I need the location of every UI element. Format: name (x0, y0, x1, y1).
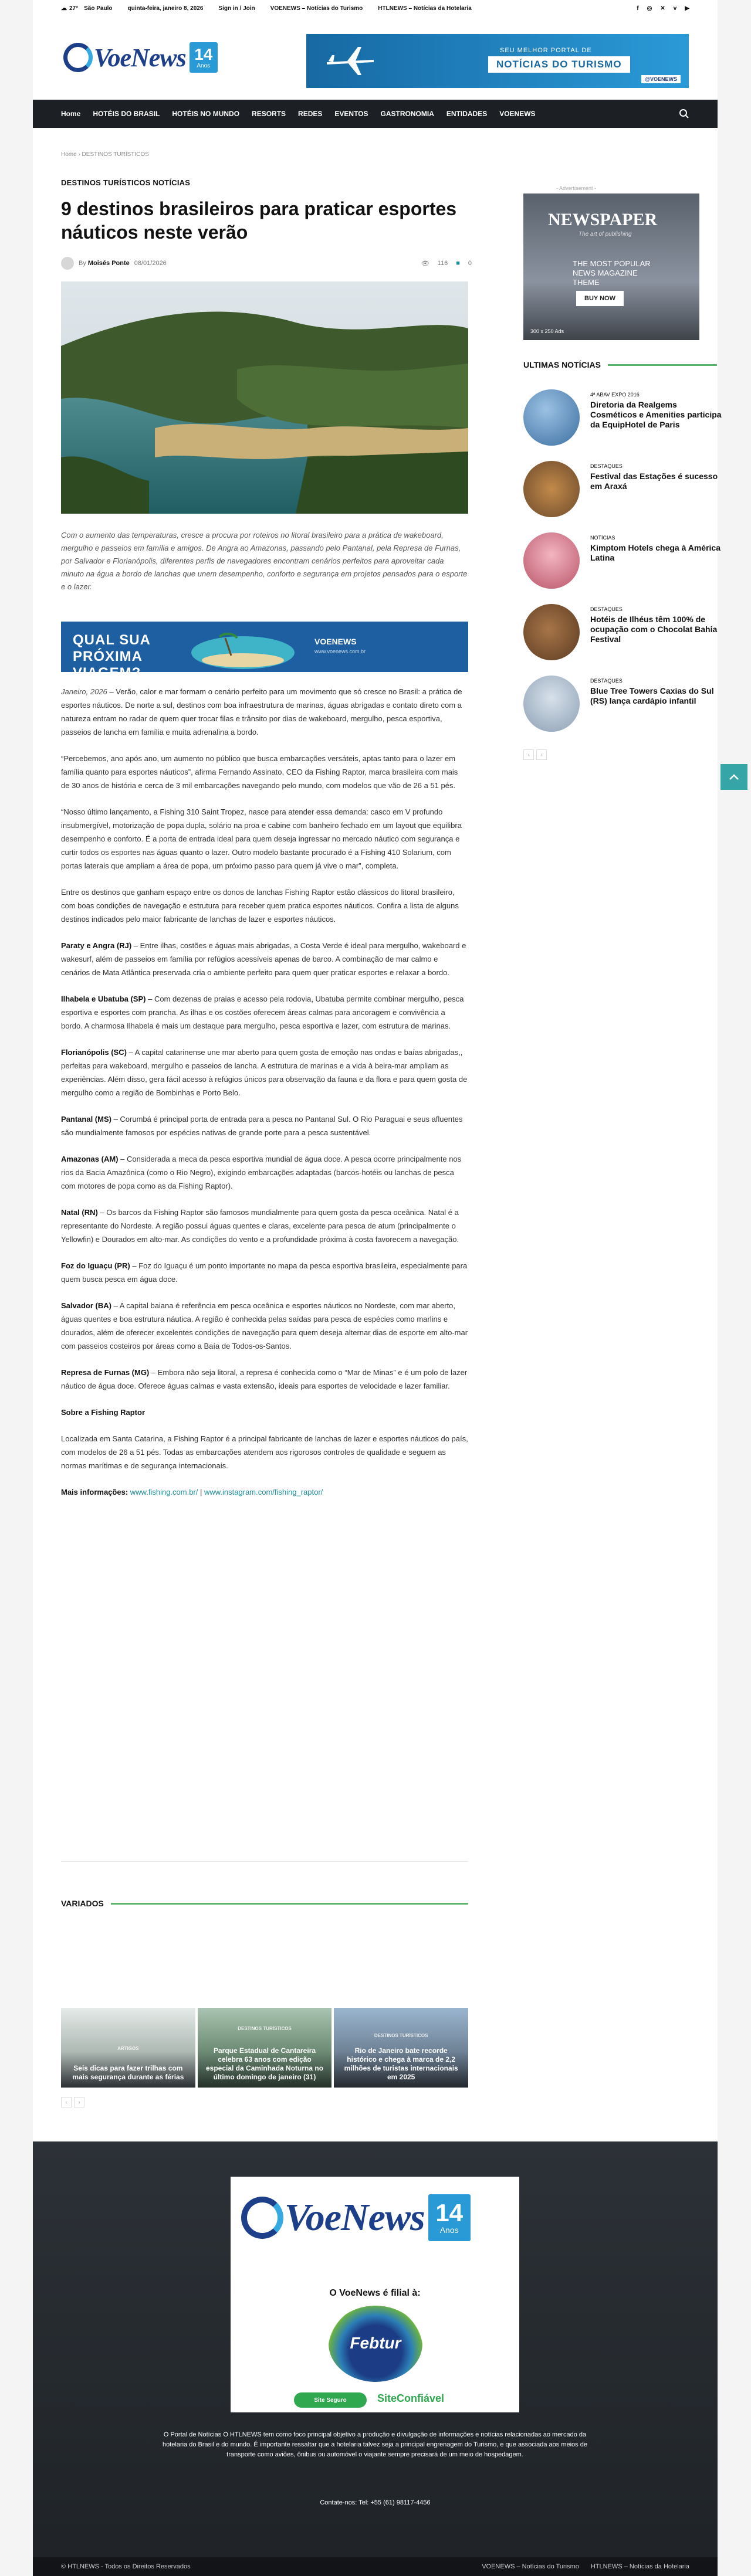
latest-news-list (523, 389, 723, 747)
back-to-top-button[interactable] (720, 764, 747, 790)
ad-size: 300 x 250 Ads (530, 328, 564, 334)
divider (61, 1861, 468, 1862)
destination-name: Ilhabela e Ubatuba (SP) (61, 995, 146, 1003)
current-date: quinta-feira, janeiro 8, 2026 (127, 5, 204, 12)
destination-text: – Corumbá é principal porta de entrada para a pesca no Pantanal Sul. O Rio Paraguai e seus afluentes são mundialmente famosos por espécies nativas de grande porte para a pesca sustentável. (61, 1115, 463, 1137)
nav-hoteis-mundo[interactable]: HOTÉIS NO MUNDO (172, 110, 240, 118)
ad-question: QUAL SUA PRÓXIMA VIAGEM? (73, 632, 151, 681)
destination-item (61, 992, 468, 1033)
temperature: 27° (69, 5, 79, 12)
febtur-logo[interactable] (329, 2306, 422, 2382)
variados-header (61, 1898, 468, 1909)
footer-bar (33, 2557, 718, 2576)
news-category[interactable]: 4ª ABAV EXPO 2016 (590, 392, 640, 398)
copyright: © HTLNEWS - Todos os Direitos Reservados (61, 2563, 191, 2570)
cloud-icon: ☁ (61, 5, 67, 12)
facebook-icon[interactable]: f (637, 5, 639, 12)
destination-name: Pantanal (MS) (61, 1115, 111, 1124)
publish-date: 08/01/2026 (134, 260, 167, 267)
nav-entidades[interactable]: ENTIDADES (446, 110, 488, 118)
logo-mark (241, 2197, 283, 2239)
prev-button[interactable]: ‹ (523, 749, 534, 760)
article-stats (421, 260, 472, 267)
eye-icon: 👁 (421, 260, 429, 267)
destination-item (61, 939, 468, 979)
footer-link-voenews[interactable]: VOENEWS – Notícias do Turismo (482, 2563, 579, 2570)
next-button[interactable]: › (536, 749, 547, 760)
banner-line2: NOTÍCIAS DO TURISMO (488, 56, 630, 73)
card-category[interactable]: DESTINOS TURÍSTICOS (374, 2033, 428, 2038)
card-category[interactable]: ARTIGOS (117, 2046, 139, 2051)
nav-gastronomia[interactable]: GASTRONOMIA (380, 110, 434, 118)
destination-item (61, 1112, 468, 1139)
ad-title: NEWSPAPER (548, 210, 658, 229)
airplane-icon (324, 45, 377, 77)
destination-item (61, 1366, 468, 1393)
ad-subtitle: The art of publishing (579, 231, 632, 237)
news-category[interactable]: DESTAQUES (590, 606, 623, 612)
logo-badge-label: Anos (197, 62, 211, 69)
destination-item (61, 1206, 468, 1246)
card-title[interactable]: Seis dicas para fazer trilhas com mais segurança durante as férias (72, 2064, 184, 2081)
news-category[interactable]: NOTÍCIAS (590, 535, 615, 541)
destination-text: – Considerada a meca da pesca esportiva mundial de água doce. A pesca ocorre principalmente nos rios da Bacia Amazônica (como o Rio Negro), exigindo embarcações adaptadas (barcos-hotéis ou lanchas de pesca com motores de popa como as da Fishing Raptor). (61, 1155, 462, 1190)
logo-mark (63, 43, 93, 72)
nav-home[interactable]: Home (61, 110, 81, 118)
breadcrumb[interactable]: Home › DESTINOS TURÍSTICOS (61, 151, 149, 158)
voenews-link[interactable]: VOENEWS – Notícias do Turismo (270, 5, 363, 12)
news-category[interactable]: DESTAQUES (590, 678, 623, 684)
site-header (33, 16, 718, 100)
article-lead: Com o aumento das temperaturas, cresce a procura por roteiros no litoral brasileiro para a prática de wakeboard, mergulho e passeios em família e amigos. De Angra ao Amazonas, passando pelo Pantanal, pela Represa de Furnas, por Salvador e Florianópolis, diferentes perfis de navegadores encontram cenários perfeitos para aproveitar cada minuto na água a bordo de lanchas que unem desempenho, conforto e segurança em projetos pensados para o esporte e o lazer. (61, 531, 468, 591)
more-info (61, 1485, 468, 1499)
ad-site: www.voenews.com.br (314, 649, 366, 654)
logo-badge-number: 14 (435, 2199, 464, 2227)
list-item (523, 461, 723, 521)
news-thumbnail[interactable] (523, 461, 580, 517)
beach-illustration (61, 281, 468, 514)
social-icons (637, 5, 689, 12)
nav-redes[interactable]: REDES (298, 110, 323, 118)
destination-name: Amazonas (AM) (61, 1155, 119, 1163)
ad-label: - Advertisement - (556, 185, 597, 191)
destination-item (61, 1259, 468, 1286)
variados-title: VARIADOS (61, 1899, 104, 1908)
news-title[interactable]: Festival das Estações é sucesso em Araxá (590, 471, 718, 491)
view-count: 116 (437, 260, 448, 267)
logo-badge-label: Anos (439, 2225, 459, 2235)
footer-contact: Contate-nos: Tel: +55 (61) 98117-4456 (320, 2499, 431, 2506)
destination-text: – A capital baiana é referência em pesca oceânica e esportes náuticos no Nordeste, com mar aberto, águas quentes e boa estrutura náutica. A região é conhecida pelas saídas para pesca de espécies como marlins e dourados, além de oferecer excelentes condições de navegação para quem deseja alternar dias de esporte em alto-mar com passeios costeiros por áreas como a Baía de Todos-os-Santos. (61, 1301, 468, 1350)
instagram-icon[interactable]: ◎ (647, 5, 652, 12)
news-card[interactable] (61, 2008, 195, 2088)
site-logo[interactable] (63, 42, 218, 73)
destination-text: – Entre ilhas, costões e águas mais abrigadas, a Costa Verde é ideal para mergulho, wakeboard e wakesurf, além de passeios em família por refúgios acessíveis apenas de barco. A combinação de mar calmo e cenários de Mata Atlântica preservada cria o ambiente perfeito para quem quer praticar esportes e relaxar a bordo. (61, 941, 466, 977)
weather (61, 5, 112, 12)
secure-site-seal: Site Seguro (294, 2392, 367, 2408)
filial-label: O VoeNews é filial à: (329, 2288, 421, 2298)
paragraph-intro (61, 685, 468, 739)
city: São Paulo (84, 5, 113, 12)
footer-logo[interactable] (241, 2194, 471, 2241)
list-item (523, 604, 723, 664)
news-category[interactable]: DESTAQUES (590, 463, 623, 469)
destination-name: Natal (RN) (61, 1208, 98, 1217)
author-avatar[interactable] (61, 257, 74, 270)
by-label: By (79, 260, 86, 267)
list-item (523, 389, 723, 449)
banner-tag: @VOENEWS (641, 75, 681, 83)
ad-brand: VOENEWS (314, 637, 357, 646)
about-heading (61, 1406, 468, 1419)
destination-item (61, 1299, 468, 1353)
variados-pager (61, 2097, 84, 2107)
logo-badge (428, 2194, 471, 2241)
fishing-site-link[interactable]: www.fishing.com.br/ (130, 1488, 198, 1496)
about-title: Sobre a Fishing Raptor (61, 1408, 146, 1417)
htlnews-link[interactable]: HTLNEWS – Notícias da Hotelaria (378, 5, 472, 12)
logo-badge (190, 42, 218, 73)
article-category[interactable]: DESTINOS TURÍSTICOS NOTÍCIAS (61, 178, 191, 187)
news-card[interactable] (334, 2008, 468, 2088)
signin-link[interactable]: Sign in / Join (218, 5, 255, 12)
logo-badge-number: 14 (194, 45, 213, 63)
paragraph-quote-2: “Nosso último lançamento, a Fishing 310 Saint Tropez, nasce para atender essa demanda: casco em V profundo insubmergível, motorização de popa dupla, solário na proa e cabine com banheiro fechado em um layout que equilibra desempenho e conforto. É a porta de entrada ideal para quem deseja ingressar no mercado náutico com segurança e curtir todos os esportes nas águas quanto o lazer. Outro modelo bastante procurado é a Fishing 410 Solarium, com portas laterais que ampliam a área de popa, um próximo passo para quem já vive o mar”, completa. (61, 807, 462, 870)
destination-name: Paraty e Angra (RJ) (61, 941, 132, 950)
accent-line (608, 364, 717, 366)
header-banner[interactable] (306, 34, 689, 88)
instagram-link[interactable]: www.instagram.com/fishing_raptor/ (204, 1488, 323, 1496)
article-title: 9 destinos brasileiros para praticar esportes náuticos neste verão (61, 198, 457, 243)
sidebar-ad[interactable] (523, 194, 699, 340)
site-footer (33, 2141, 718, 2576)
footer-links (482, 2563, 689, 2570)
author-name[interactable]: Moisés Ponte (87, 260, 130, 267)
dateline: Janeiro, 2026 (61, 687, 107, 696)
nav-eventos[interactable]: EVENTOS (334, 110, 368, 118)
paragraph-intro-text: – Verão, calor e mar formam o cenário perfeito para um movimento que só cresce no Brasil: a prática de esportes náuticos. De norte a sul, destinos com boa infraestrutura de marinas, águas abrigadas e contato direto com a natureza entram no radar de quem quer trocar filas e trânsito por dias de wakeboard, mergulho, pesca esportiva, passeios de lancha em família e muita adrenalina a bordo. (61, 687, 462, 737)
destination-text: – Os barcos da Fishing Raptor são famosos mundialmente para quem gosta da pesca oceânica. Natal é a representante do Nordeste. A região possui águas quentes e claras, excelente para pesca de atum (principalmente o Yellowfin) e Dourados em alto-mar. As condições do vento e a profundidade próxima à costa favorecem a navegação. (61, 1208, 459, 1244)
card-category[interactable]: DESTINOS TURÍSTICOS (238, 2026, 292, 2031)
latest-news-title: ULTIMAS NOTÍCIAS (523, 360, 601, 369)
febtur-text: Febtur (350, 2334, 401, 2352)
list-item (523, 676, 723, 735)
destination-name: Florianópolis (SC) (61, 1048, 127, 1057)
destination-text: – Embora não seja litoral, a represa é conhecida como o “Mar de Minas” e é um polo de lazer náutico de água doce. Oferece águas calmas e vasta extensão, ideais para esportes de velocidade e lazer familiar. (61, 1368, 468, 1390)
variados-cards (61, 2008, 468, 2088)
paragraph-list-intro: Entre os destinos que ganham espaço entre os donos de lanchas Fishing Raptor estão clássicos do litoral brasileiro, com boas condições de navegação e estrutura para receber quem pratica esportes náuticos. Confira a lista de alguns destinos indicados pelo maior fabricante de lanchas de lazer e esportes náuticos. (61, 888, 459, 924)
news-title[interactable]: Kimptom Hotels chega à América Latina (590, 543, 720, 562)
ad-body: THE MOST POPULAR NEWS MAGAZINE THEME (573, 259, 651, 287)
sidebar-pager (523, 749, 547, 760)
buy-now-button[interactable]: BUY NOW (576, 291, 624, 306)
destination-name: Foz do Iguaçu (PR) (61, 1261, 130, 1270)
vimeo-icon[interactable]: v (673, 5, 677, 12)
news-title[interactable]: Hotéis de Ilhéus têm 100% de ocupação com o Chocolat Bahia Festival (590, 615, 718, 644)
destination-item (61, 1152, 468, 1193)
destination-name: Represa de Furnas (MG) (61, 1368, 150, 1377)
footer-brand-card (231, 2177, 519, 2412)
inline-ad-banner[interactable] (61, 622, 468, 681)
chevron-up-icon (729, 773, 739, 780)
link-separator: | (198, 1488, 204, 1496)
ad-beach-graphic (190, 626, 296, 667)
trusted-site-seal: SiteConfiável (377, 2392, 445, 2404)
latest-news-header (523, 360, 717, 369)
x-icon[interactable]: ✕ (660, 5, 665, 12)
footer-link-htlnews[interactable]: HTLNEWS – Notícias da Hotelaria (590, 2563, 689, 2570)
news-thumbnail[interactable] (523, 532, 580, 589)
comment-icon[interactable]: ■ (456, 260, 460, 267)
hero-image (61, 281, 468, 514)
news-thumbnail[interactable] (523, 389, 580, 446)
prev-button[interactable]: ‹ (61, 2097, 72, 2107)
main-nav (33, 100, 718, 128)
top-bar (33, 0, 718, 16)
destination-text: – Foz do Iguaçu é um ponto importante no mapa da pesca esportiva brasileira, especialmente para quem busca pesca em água doce. (61, 1261, 468, 1284)
news-thumbnail[interactable] (523, 676, 580, 732)
news-thumbnail[interactable] (523, 604, 580, 660)
destination-item (61, 1046, 468, 1099)
destination-name: Salvador (BA) (61, 1301, 111, 1310)
search-icon[interactable] (679, 108, 689, 119)
footer-description: O Portal de Notícias O HTLNEWS tem como foco principal objetivo a produção e divulgação de informações e notícias relacionadas ao mercado da hotelaria do Brasil e do mundo. É importante ressaltar que a hotelaria talvez seja a principal engrenagem do Turismo, e que associada aos meios de transporte como aviões, ônibus ou automóvel o viajante sempre precisará de um meio de hospedagem. (163, 2431, 587, 2458)
card-title[interactable]: Parque Estadual de Cantareira celebra 63 anos com edição especial da Caminhada Noturna no último domingo de janeiro (31) (205, 2046, 324, 2081)
article-body (61, 685, 468, 1512)
logo-text: VoeNews (94, 43, 186, 72)
about-text: Localizada em Santa Catarina, a Fishing Raptor é a principal fabricante de lanchas de lazer e esportes náuticos do país, com modelos de 26 a 51 pés. Todas as embarcações atendem aos rigorosos controles de qualidade e seguem as normas marítimas e de segurança internacionais. (61, 1434, 468, 1470)
nav-hoteis-brasil[interactable]: HOTÉIS DO BRASIL (93, 110, 160, 118)
accent-line (111, 1903, 468, 1905)
comment-count[interactable]: 0 (468, 260, 472, 267)
nav-voenews[interactable]: VOENEWS (499, 110, 536, 118)
news-title[interactable]: Diretoria da Realgems Cosméticos e Amenities participa da EquipHotel de Paris (590, 400, 722, 429)
card-title[interactable]: Rio de Janeiro bate recorde histórico e chega à marca de 2,2 milhões de turistas internacionais em 2025 (344, 2046, 458, 2081)
news-card[interactable] (198, 2008, 332, 2088)
paragraph-quote-1: “Percebemos, ano após ano, um aumento no público que busca embarcações versáteis, aptas tanto para o lazer em família quanto para esportes náuticos”, afirma Fernando Assinato, CEO da Fishing Raptor, marca brasileira com mais de 30 anos de história e cerca de 3 mil embarcações navegando pelo mundo, com modelos que vão de 26 a 51 pés. (61, 754, 458, 790)
next-button[interactable]: › (74, 2097, 84, 2107)
destination-text: – A capital catarinense une mar aberto para quem gosta de emoção nas ondas e baías abrigadas,, perfeitas para wakeboard, mergulho e passeios de lancha. A estrutura de marinas e a vida à beira-mar ampliam as experiências. Além disso, gera fácil acesso à refúgios únicos para observação da fauna e da flora e para quem gosta de mergulho como a região de Bombinhas e Porto Belo. (61, 1048, 468, 1097)
nav-resorts[interactable]: RESORTS (252, 110, 286, 118)
destination-text: – Com dezenas de praias e acesso pela rodovia, Ubatuba permite combinar mergulho, pesca esportiva e esportes com prancha. As ilhas e os costões oferecem áreas calmas para ancoragem e convivência a bordo. A charmosa Ilhabela é mais um destaque para mergulho, pesca esportiva e lazer, com estrutura de marinas. (61, 995, 464, 1030)
banner-line1: SEU MELHOR PORTAL DE (500, 47, 592, 54)
youtube-icon[interactable]: ▶ (685, 5, 689, 12)
more-info-label: Mais informações: (61, 1488, 128, 1496)
logo-text: VoeNews (285, 2196, 425, 2239)
main-content (33, 128, 722, 2141)
news-title[interactable]: Blue Tree Towers Caxias do Sul (RS) lança cardápio infantil (590, 686, 714, 705)
article-meta (61, 257, 472, 270)
list-item (523, 532, 723, 592)
